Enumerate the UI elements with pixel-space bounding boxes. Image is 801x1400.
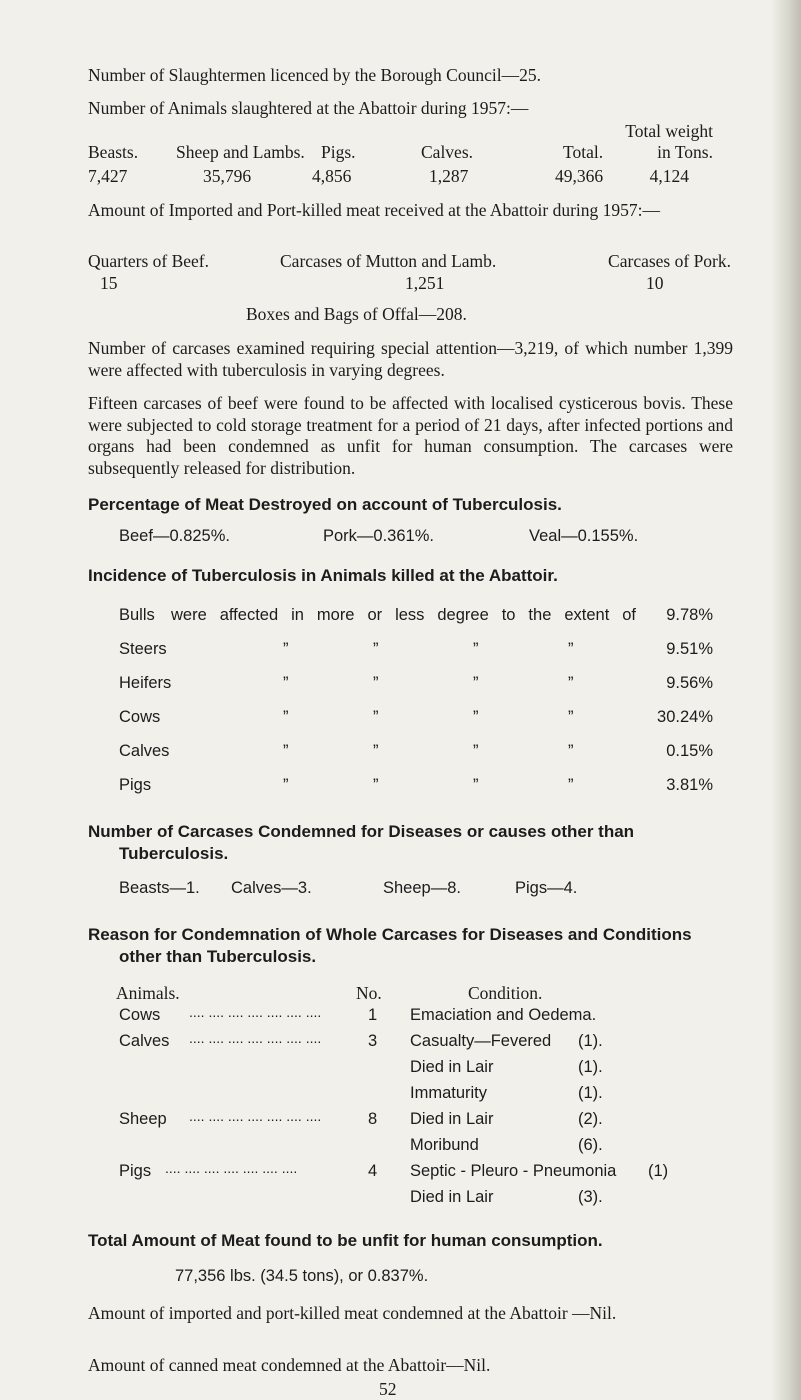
examined-paragraph: Number of carcases examined requiring special attention—3,219, of which number 1,399 were affected with tuberculosis in varying degrees. (88, 338, 733, 380)
incidence-label: Heifers (119, 674, 172, 692)
imported-condemned: Amount of imported and port-killed meat condemned at the Abattoir —Nil. (88, 1303, 617, 1323)
cysticercus-paragraph: Fifteen carcases of beef were found to be affected with localised cysticerous bovis. These were subjected to cold storage treatment for a period of 21 days, after infected portions and organs had been condemned as unfit for human consumption. The carcases were subsequently released for distribution. (88, 393, 733, 478)
offal-line: Boxes and Bags of Offal—208. (246, 304, 467, 324)
ditto-mark: ” (568, 776, 574, 794)
ditto-mark: ” (473, 742, 479, 760)
animal-count: 8 (368, 1110, 378, 1128)
animal-name: Pigs (119, 1162, 152, 1180)
ditto-mark: ” (473, 674, 479, 692)
header-sheep-lambs: Sheep and Lambs. (176, 142, 305, 162)
value-tons: 4,124 (649, 166, 689, 186)
unfit-heading: Total Amount of Meat found to be unfit for human consumption. (88, 1231, 603, 1250)
condemned-pigs: Pigs—4. (515, 879, 578, 897)
slaughtermen-line: Number of Slaughtermen licenced by the Borough Council—25. (88, 65, 541, 85)
incidence-label: Bulls (119, 606, 155, 624)
condition-name: Died in Lair (410, 1188, 494, 1206)
condemned-heading: Number of Carcases Condemned for Diseases or causes other than (88, 822, 635, 841)
ditto-mark: ” (283, 776, 289, 794)
incidence-label: Cows (119, 708, 161, 726)
value-pork: 10 (646, 273, 664, 293)
animal-count: 1 (368, 1006, 378, 1024)
animals-slaughtered-line: Number of Animals slaughtered at the Abattoir during 1957:— (88, 98, 529, 118)
reason-heading-continued: other than Tuberculosis. (119, 947, 317, 966)
header-condition: Condition. (468, 983, 543, 1003)
header-no: No. (356, 983, 382, 1003)
ditto-mark: ” (373, 640, 379, 658)
canned-condemned: Amount of canned meat condemned at the Abattoir—Nil. (88, 1355, 491, 1375)
condition-count: (1). (578, 1032, 603, 1050)
incidence-text: were affected in more or less degree to the extent of (171, 606, 636, 624)
condition-name: Died in Lair (410, 1110, 494, 1128)
condition-count: (1) (648, 1162, 669, 1180)
incidence-heading: Incidence of Tuberculosis in Animals killed at the Abattoir. (88, 566, 558, 585)
percentage-veal: Veal—0.155%. (529, 527, 639, 545)
ditto-mark: ” (373, 742, 379, 760)
ditto-mark: ” (568, 674, 574, 692)
incidence-label: Steers (119, 640, 167, 658)
incidence-value: 3.81% (666, 776, 713, 794)
dot-leader: .... .... .... .... .... .... .... (189, 1030, 322, 1046)
value-mutton-lamb: 1,251 (405, 273, 445, 293)
condition-count: (6). (578, 1136, 603, 1154)
percentage-pork: Pork—0.361%. (323, 527, 434, 545)
incidence-value: 30.24% (657, 708, 713, 726)
condemned-sheep: Sheep—8. (383, 879, 461, 897)
condition-count: (1). (578, 1058, 603, 1076)
condition-name: Casualty—Fevered (410, 1032, 552, 1050)
animal-count: 4 (368, 1162, 378, 1180)
value-beasts: 7,427 (88, 166, 128, 186)
header-animals: Animals. (116, 983, 180, 1003)
condition-name: Moribund (410, 1136, 479, 1154)
condition-name: Septic - Pleuro - Pneumonia (410, 1162, 617, 1180)
incidence-value: 9.78% (666, 606, 713, 624)
ditto-mark: ” (283, 708, 289, 726)
value-quarters-beef: 15 (100, 273, 118, 293)
percentage-heading: Percentage of Meat Destroyed on account of Tuberculosis. (88, 495, 562, 514)
ditto-mark: ” (568, 742, 574, 760)
reason-heading: Reason for Condemnation of Whole Carcases for Diseases and Conditions (88, 925, 692, 944)
header-mutton-lamb: Carcases of Mutton and Lamb. (280, 251, 497, 271)
header-quarters-beef: Quarters of Beef. (88, 251, 209, 271)
ditto-mark: ” (473, 640, 479, 658)
ditto-mark: ” (373, 776, 379, 794)
value-sheep-lambs: 35,796 (203, 166, 252, 186)
ditto-mark: ” (373, 708, 379, 726)
animal-name: Cows (119, 1006, 161, 1024)
condemned-beasts: Beasts—1. (119, 879, 200, 897)
dot-leader: .... .... .... .... .... .... .... (189, 1004, 322, 1020)
condemned-heading-continued: Tuberculosis. (119, 844, 229, 863)
ditto-mark: ” (568, 640, 574, 658)
condemned-calves: Calves—3. (231, 879, 312, 897)
incidence-value: 9.51% (666, 640, 713, 658)
condition-count: (3). (578, 1188, 603, 1206)
ditto-mark: ” (283, 674, 289, 692)
ditto-mark: ” (473, 776, 479, 794)
dot-leader: .... .... .... .... .... .... .... (189, 1108, 322, 1124)
ditto-mark: ” (283, 640, 289, 658)
total-weight-header: Total weight (625, 121, 713, 141)
ditto-mark: ” (373, 674, 379, 692)
header-tons: in Tons. (657, 142, 713, 162)
page-edge-shadow (771, 0, 801, 1400)
value-total: 49,366 (555, 166, 604, 186)
animal-name: Sheep (119, 1110, 167, 1128)
header-pork: Carcases of Pork. (608, 251, 731, 271)
animal-count: 3 (368, 1032, 378, 1050)
animal-name: Calves (119, 1032, 170, 1050)
condition-name: Immaturity (410, 1084, 488, 1102)
header-pigs: Pigs. (321, 142, 356, 162)
header-beasts: Beasts. (88, 142, 139, 162)
ditto-mark: ” (283, 742, 289, 760)
incidence-label: Calves (119, 742, 170, 760)
unfit-value: 77,356 lbs. (34.5 tons), or 0.837%. (175, 1267, 429, 1285)
dot-leader: .... .... .... .... .... .... .... (165, 1160, 298, 1176)
imported-intro: Amount of Imported and Port-killed meat received at the Abattoir during 1957:— (88, 200, 661, 220)
incidence-label: Pigs (119, 776, 152, 794)
header-total: Total. (563, 142, 604, 162)
header-calves: Calves. (421, 142, 474, 162)
value-pigs: 4,856 (312, 166, 352, 186)
condition-count: (1). (578, 1084, 603, 1102)
ditto-mark: ” (473, 708, 479, 726)
condition-name: Emaciation and Oedema. (410, 1006, 597, 1024)
incidence-value: 9.56% (666, 674, 713, 692)
ditto-mark: ” (568, 708, 574, 726)
condition-count: (2). (578, 1110, 603, 1128)
incidence-value: 0.15% (666, 742, 713, 760)
condition-name: Died in Lair (410, 1058, 494, 1076)
percentage-beef: Beef—0.825%. (119, 527, 230, 545)
value-calves: 1,287 (429, 166, 469, 186)
page-number: 52 (379, 1379, 397, 1399)
